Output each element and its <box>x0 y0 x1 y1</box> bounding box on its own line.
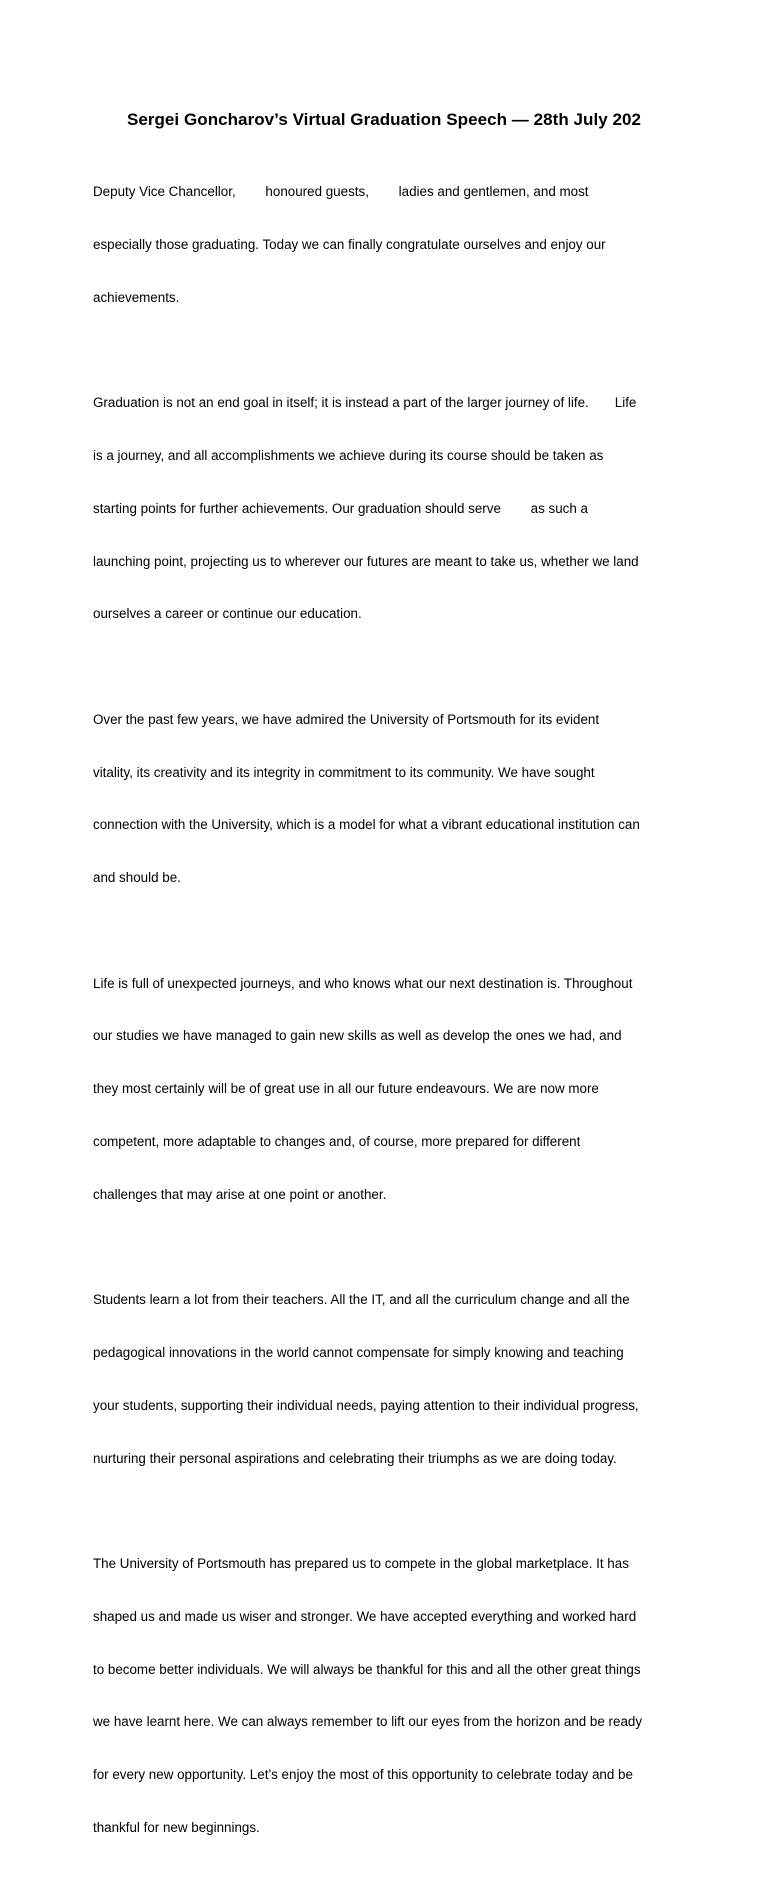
paragraph-6 <box>93 1520 693 1872</box>
paragraph-5 <box>93 1256 693 1502</box>
text-line: Students learn a lot from their teachers. All the IT, and all the curriculum change and all the <box>93 1292 630 1308</box>
text-line: competent, more adaptable to changes and, of course, more prepared for different <box>93 1133 581 1149</box>
text-line: they most certainly will be of great use in all our future endeavours. We are now more <box>93 1081 599 1097</box>
paragraph-2 <box>93 359 693 658</box>
text-line: Life is full of unexpected journeys, and who knows what our next destination is. Throughout <box>93 975 633 991</box>
text-line: Deputy Vice Chancellor, honoured guests, ladies and gentlemen, and most <box>93 184 589 200</box>
text-line: to become better individuals. We will always be thankful for this and all the other great things <box>93 1661 641 1677</box>
text-line: The University of Portsmouth has prepared us to compete in the global marketplace. It has <box>93 1556 629 1572</box>
paragraph-3 <box>93 676 693 922</box>
text-line: nurturing their personal aspirations and celebrating their triumphs as we are doing today. <box>93 1450 617 1466</box>
text-line: your students, supporting their individual needs, paying attention to their individual progress, <box>93 1397 639 1413</box>
text-line: Over the past few years, we have admired the University of Portsmouth for its evident <box>93 711 600 727</box>
document-body <box>93 148 693 1889</box>
text-line: vitality, its creativity and its integrity in commitment to its community. We have sought <box>93 764 595 780</box>
text-line: is a journey, and all accomplishments we achieve during its course should be taken as <box>93 448 604 463</box>
text-line: ourselves a career or continue our education. <box>93 606 362 622</box>
text-line: pedagogical innovations in the world cannot compensate for simply knowing and teaching <box>93 1345 624 1360</box>
text-line: connection with the University, which is a model for what a vibrant educational institution can <box>93 817 640 833</box>
text-line: for every new opportunity. Let’s enjoy the most of this opportunity to celebrate today and be <box>93 1767 633 1783</box>
text-line: our studies we have managed to gain new skills as well as develop the ones we had, and <box>93 1028 622 1044</box>
text-line: especially those graduating. Today we can finally congratulate ourselves and enjoy our <box>93 236 606 252</box>
text-line: we have learnt here. We can always remember to lift our eyes from the horizon and be ready <box>93 1714 643 1730</box>
text-line: launching point, projecting us to wherever our futures are meant to take us, whether we land <box>93 553 639 569</box>
paragraph-4 <box>93 939 693 1238</box>
text-line: achievements. <box>93 289 180 305</box>
document-title: Sergei Goncharov’s Virtual Graduation Speech — 28th July 202 <box>126 110 642 129</box>
paragraph-1 <box>93 148 693 342</box>
text-line: starting points for further achievements. Our graduation should serve as such a <box>93 500 588 516</box>
text-line: shaped us and made us wiser and stronger. We have accepted everything and worked hard <box>93 1608 637 1624</box>
text-line: thankful for new beginnings. <box>93 1819 260 1835</box>
text-line: and should be. <box>93 870 181 886</box>
text-line: Graduation is not an end goal in itself; it is instead a part of the larger journey of life. Life <box>93 395 637 411</box>
text-line: challenges that may arise at one point or another. <box>93 1186 387 1202</box>
